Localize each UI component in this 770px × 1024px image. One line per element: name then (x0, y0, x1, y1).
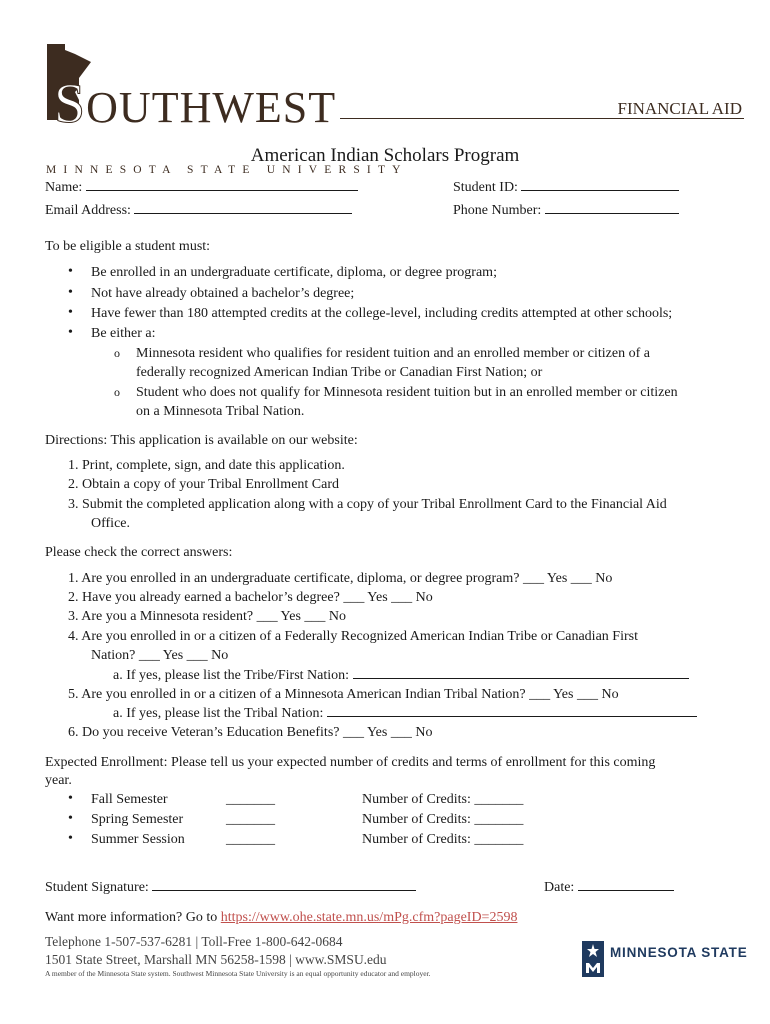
date-label: Date: (544, 880, 575, 895)
term-summer: Summer Session (91, 832, 185, 847)
question-5a-label: a. If yes, please list the Tribal Nation: (113, 706, 324, 721)
direction-step: 2. Obtain a copy of your Tribal Enrollment Card (68, 477, 340, 492)
more-info-text: Want more information? Go to (45, 910, 221, 925)
question-4-cont[interactable]: Nation? ___ Yes ___ No (91, 648, 229, 663)
eligibility-intro: To be eligible a student must: (45, 239, 211, 254)
sub-bullet-icon: o (114, 346, 120, 360)
sub-bullet-icon: o (114, 385, 120, 399)
footer-address: 1501 State Street, Marshall MN 56258-1598 | www.SMSU.edu (45, 952, 387, 967)
question-5[interactable]: 5. Are you enrolled in or a citizen of a Minnesota American Indian Tribal Nation? ___ Yes ___ No (68, 687, 619, 702)
signature-input-line[interactable] (152, 879, 416, 891)
date-field[interactable] (544, 879, 674, 897)
sub-list-item: Minnesota resident who qualifies for resident tuition and an enrolled member or citizen of a (136, 346, 650, 361)
term-spring-blank[interactable]: _______ (226, 812, 275, 827)
signature-field[interactable] (45, 879, 416, 897)
fall-credits[interactable]: Number of Credits: _______ (362, 792, 524, 807)
list-item: Be enrolled in an undergraduate certificate, diploma, or degree program; (91, 265, 497, 280)
footer-phone: Telephone 1-507-537-6281 | Toll-Free 1-800-642-0684 (45, 934, 343, 949)
tribal-nation-input-line[interactable] (327, 705, 697, 717)
page-title: American Indian Scholars Program (250, 145, 520, 166)
list-item: Not have already obtained a bachelor’s degree; (91, 286, 355, 301)
sub-list-item: Student who does not qualify for Minnesota resident tuition but in an enrolled member or citizen (136, 385, 678, 400)
student-id-input-line[interactable] (521, 179, 679, 191)
enrollment-intro: Expected Enrollment: Please tell us your expected number of credits and terms of enrollment for this coming (45, 755, 656, 770)
bullet-icon: • (68, 285, 73, 300)
sub-list-item-cont: on a Minnesota Tribal Nation. (136, 404, 305, 419)
email-label: Email Address: (45, 203, 131, 218)
spring-credits[interactable]: Number of Credits: _______ (362, 812, 524, 827)
question-1[interactable]: 1. Are you enrolled in an undergraduate certificate, diploma, or degree program? ___ Yes ___ No (68, 571, 613, 586)
minnesota-state-text: MINNESOTA STATE (610, 945, 748, 960)
signature-label: Student Signature: (45, 880, 149, 895)
bullet-icon: • (68, 831, 73, 846)
question-4[interactable]: 4. Are you enrolled in or a citizen of a Federally Recognized American Indian Tribe or Canadian First (68, 629, 638, 644)
name-field[interactable] (45, 179, 358, 197)
list-item: Have fewer than 180 attempted credits at the college-level, including credits attempted at other schools; (91, 306, 673, 321)
question-5a[interactable] (113, 705, 697, 723)
term-fall-blank[interactable]: _______ (226, 792, 275, 807)
header-divider (340, 118, 744, 119)
phone-input-line[interactable] (545, 202, 679, 214)
questions-intro: Please check the correct answers: (45, 545, 233, 560)
term-spring: Spring Semester (91, 812, 184, 827)
department-label: FINANCIAL AID (617, 99, 742, 118)
list-item: Be either a: (91, 326, 156, 341)
name-label: Name: (45, 180, 83, 195)
more-info (45, 909, 517, 927)
logo-wordmark: SOUTHWEST (54, 73, 337, 135)
email-field[interactable] (45, 202, 352, 220)
bullet-icon: • (68, 791, 73, 806)
bullet-icon: • (68, 264, 73, 279)
term-summer-blank[interactable]: _______ (226, 832, 275, 847)
bullet-icon: • (68, 325, 73, 340)
question-2[interactable]: 2. Have you already earned a bachelor’s degree? ___ Yes ___ No (68, 590, 433, 605)
term-fall: Fall Semester (91, 792, 168, 807)
direction-step: 1. Print, complete, sign, and date this application. (68, 458, 345, 473)
question-4a[interactable] (113, 667, 689, 685)
question-3[interactable]: 3. Are you a Minnesota resident? ___ Yes ___ No (68, 609, 347, 624)
question-4a-label: a. If yes, please list the Tribe/First Nation: (113, 668, 350, 683)
footer-contact (45, 933, 387, 969)
question-6[interactable]: 6. Do you receive Veteran’s Education Benefits? ___ Yes ___ No (68, 725, 433, 740)
minnesota-state-logo (582, 941, 748, 977)
sub-list-item-cont: federally recognized American Indian Tribe or Canadian First Nation; or (136, 365, 543, 380)
phone-field[interactable] (453, 202, 679, 220)
summer-credits[interactable]: Number of Credits: _______ (362, 832, 524, 847)
email-input-line[interactable] (134, 202, 352, 214)
ohe-link[interactable]: https://www.ohe.state.mn.us/mPg.cfm?pageID=2598 (220, 910, 518, 925)
student-id-field[interactable] (453, 179, 679, 197)
bullet-icon: • (68, 305, 73, 320)
direction-step: 3. Submit the completed application along with a copy of your Tribal Enrollment Card to the Financial Aid (68, 497, 667, 512)
tribe-input-line[interactable] (353, 667, 689, 679)
footer-fine-print: A member of the Minnesota State system. Southwest Minnesota State University is an equal opportunity educator and employer. (45, 969, 431, 978)
direction-step-cont: Office. (91, 516, 130, 531)
enrollment-intro-cont: year. (45, 773, 72, 788)
name-input-line[interactable] (86, 179, 358, 191)
minnesota-state-star-icon (582, 941, 604, 977)
bullet-icon: • (68, 811, 73, 826)
student-id-label: Student ID: (453, 180, 518, 195)
logo-subtitle: MINNESOTA STATE UNIVERSITY (46, 164, 408, 176)
date-input-line[interactable] (578, 879, 674, 891)
phone-label: Phone Number: (453, 203, 542, 218)
directions-intro: Directions: This application is available on our website: (45, 433, 358, 448)
